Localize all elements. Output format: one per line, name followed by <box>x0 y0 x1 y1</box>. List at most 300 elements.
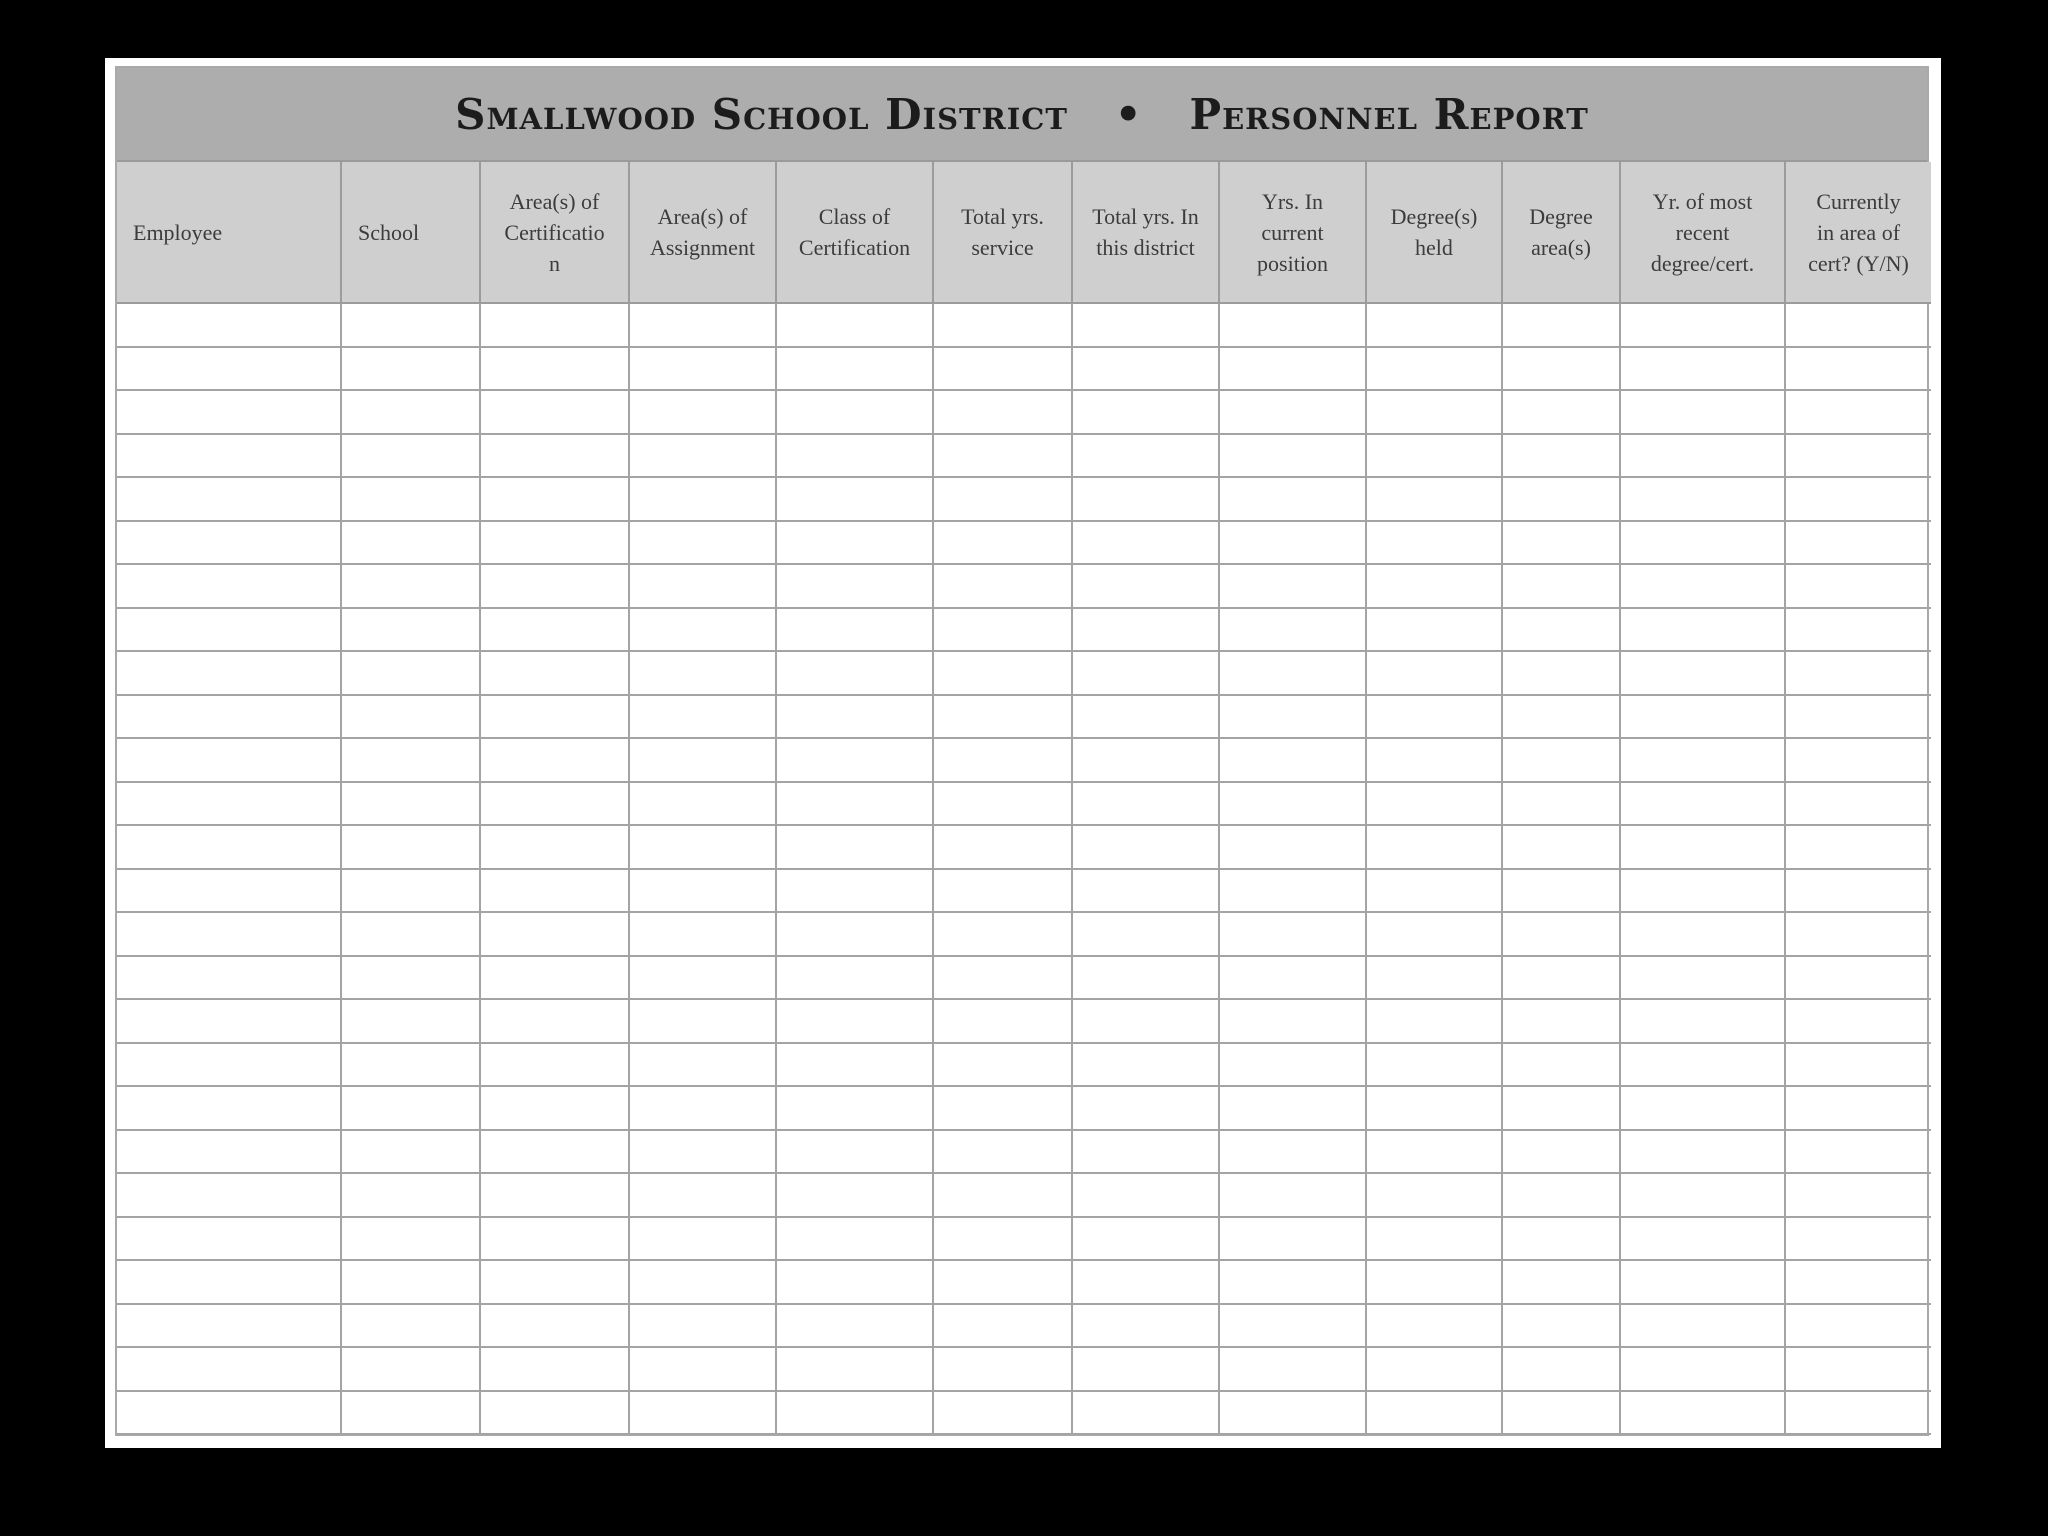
table-cell[interactable] <box>629 1391 776 1435</box>
table-cell[interactable] <box>1219 1347 1366 1391</box>
table-cell[interactable] <box>629 1217 776 1261</box>
table-cell[interactable] <box>1785 825 1931 869</box>
table-cell[interactable] <box>1072 738 1219 782</box>
table-cell[interactable] <box>933 1043 1072 1087</box>
table-cell[interactable] <box>1219 869 1366 913</box>
table-cell[interactable] <box>1366 1391 1502 1435</box>
table-cell[interactable] <box>1366 564 1502 608</box>
table-cell[interactable] <box>1785 521 1931 565</box>
table-cell[interactable] <box>1366 434 1502 478</box>
table-cell[interactable] <box>1502 869 1620 913</box>
table-cell[interactable] <box>1785 1391 1931 1435</box>
table-cell[interactable] <box>480 1086 629 1130</box>
table-cell[interactable] <box>1620 1304 1785 1348</box>
table-cell[interactable] <box>480 1130 629 1174</box>
table-cell[interactable] <box>1502 738 1620 782</box>
table-cell[interactable] <box>1785 912 1931 956</box>
table-cell[interactable] <box>117 825 341 869</box>
table-cell[interactable] <box>629 1304 776 1348</box>
table-cell[interactable] <box>1366 1086 1502 1130</box>
table-cell[interactable] <box>1219 564 1366 608</box>
table-cell[interactable] <box>776 1347 933 1391</box>
table-cell[interactable] <box>480 434 629 478</box>
table-cell[interactable] <box>933 738 1072 782</box>
table-cell[interactable] <box>776 477 933 521</box>
table-cell[interactable] <box>341 608 480 652</box>
table-cell[interactable] <box>1620 912 1785 956</box>
table-cell[interactable] <box>1072 521 1219 565</box>
table-cell[interactable] <box>1785 1347 1931 1391</box>
table-cell[interactable] <box>1785 1260 1931 1304</box>
table-cell[interactable] <box>1502 1173 1620 1217</box>
table-cell[interactable] <box>1219 390 1366 434</box>
table-cell[interactable] <box>117 1043 341 1087</box>
table-cell[interactable] <box>480 1043 629 1087</box>
table-cell[interactable] <box>1620 825 1785 869</box>
table-cell[interactable] <box>117 1086 341 1130</box>
table-cell[interactable] <box>1620 1347 1785 1391</box>
table-cell[interactable] <box>1785 303 1931 347</box>
table-cell[interactable] <box>1366 956 1502 1000</box>
table-cell[interactable] <box>1219 1391 1366 1435</box>
table-cell[interactable] <box>1072 1347 1219 1391</box>
table-cell[interactable] <box>1072 695 1219 739</box>
table-cell[interactable] <box>1620 303 1785 347</box>
table-cell[interactable] <box>480 1347 629 1391</box>
table-cell[interactable] <box>1072 912 1219 956</box>
table-cell[interactable] <box>1620 956 1785 1000</box>
table-cell[interactable] <box>1366 521 1502 565</box>
table-cell[interactable] <box>480 825 629 869</box>
table-cell[interactable] <box>933 782 1072 826</box>
table-cell[interactable] <box>1785 869 1931 913</box>
table-cell[interactable] <box>341 521 480 565</box>
table-cell[interactable] <box>1620 521 1785 565</box>
table-cell[interactable] <box>933 564 1072 608</box>
table-cell[interactable] <box>1219 477 1366 521</box>
table-cell[interactable] <box>776 869 933 913</box>
table-cell[interactable] <box>480 999 629 1043</box>
table-cell[interactable] <box>341 1260 480 1304</box>
table-cell[interactable] <box>1620 608 1785 652</box>
table-cell[interactable] <box>1366 303 1502 347</box>
table-cell[interactable] <box>117 390 341 434</box>
table-cell[interactable] <box>1785 608 1931 652</box>
table-cell[interactable] <box>776 608 933 652</box>
table-cell[interactable] <box>341 999 480 1043</box>
table-cell[interactable] <box>117 1217 341 1261</box>
table-cell[interactable] <box>341 1217 480 1261</box>
table-cell[interactable] <box>1785 564 1931 608</box>
table-cell[interactable] <box>776 303 933 347</box>
table-cell[interactable] <box>117 1304 341 1348</box>
table-cell[interactable] <box>1785 956 1931 1000</box>
table-cell[interactable] <box>480 651 629 695</box>
table-cell[interactable] <box>480 521 629 565</box>
table-cell[interactable] <box>480 303 629 347</box>
table-cell[interactable] <box>933 912 1072 956</box>
table-cell[interactable] <box>1219 1304 1366 1348</box>
table-cell[interactable] <box>629 651 776 695</box>
table-cell[interactable] <box>776 738 933 782</box>
table-cell[interactable] <box>1072 1086 1219 1130</box>
table-cell[interactable] <box>933 1347 1072 1391</box>
table-cell[interactable] <box>933 1086 1072 1130</box>
table-cell[interactable] <box>1072 999 1219 1043</box>
table-cell[interactable] <box>776 347 933 391</box>
table-cell[interactable] <box>341 1347 480 1391</box>
table-cell[interactable] <box>776 1043 933 1087</box>
table-cell[interactable] <box>776 1173 933 1217</box>
table-cell[interactable] <box>776 1304 933 1348</box>
table-cell[interactable] <box>1219 347 1366 391</box>
table-cell[interactable] <box>1502 1217 1620 1261</box>
table-cell[interactable] <box>480 956 629 1000</box>
table-cell[interactable] <box>933 477 1072 521</box>
table-cell[interactable] <box>1785 782 1931 826</box>
table-cell[interactable] <box>117 1260 341 1304</box>
table-cell[interactable] <box>117 782 341 826</box>
table-cell[interactable] <box>341 303 480 347</box>
table-cell[interactable] <box>341 1086 480 1130</box>
table-cell[interactable] <box>629 999 776 1043</box>
table-cell[interactable] <box>1366 738 1502 782</box>
table-cell[interactable] <box>1072 651 1219 695</box>
table-cell[interactable] <box>117 564 341 608</box>
table-cell[interactable] <box>1502 912 1620 956</box>
table-cell[interactable] <box>933 390 1072 434</box>
table-cell[interactable] <box>629 956 776 1000</box>
table-cell[interactable] <box>1366 1304 1502 1348</box>
table-cell[interactable] <box>1072 1217 1219 1261</box>
table-cell[interactable] <box>1366 1043 1502 1087</box>
table-cell[interactable] <box>341 390 480 434</box>
table-cell[interactable] <box>1219 303 1366 347</box>
table-cell[interactable] <box>1072 956 1219 1000</box>
table-cell[interactable] <box>1502 825 1620 869</box>
table-cell[interactable] <box>1219 1173 1366 1217</box>
table-cell[interactable] <box>1219 1086 1366 1130</box>
table-cell[interactable] <box>933 347 1072 391</box>
table-cell[interactable] <box>1620 782 1785 826</box>
table-cell[interactable] <box>341 651 480 695</box>
table-cell[interactable] <box>341 1130 480 1174</box>
table-cell[interactable] <box>1072 1173 1219 1217</box>
table-cell[interactable] <box>1785 1217 1931 1261</box>
table-cell[interactable] <box>1502 1304 1620 1348</box>
table-cell[interactable] <box>341 347 480 391</box>
table-cell[interactable] <box>629 738 776 782</box>
table-cell[interactable] <box>629 825 776 869</box>
table-cell[interactable] <box>776 1260 933 1304</box>
table-cell[interactable] <box>117 521 341 565</box>
table-cell[interactable] <box>629 477 776 521</box>
table-cell[interactable] <box>629 1260 776 1304</box>
table-cell[interactable] <box>776 912 933 956</box>
table-cell[interactable] <box>1620 564 1785 608</box>
table-cell[interactable] <box>117 1391 341 1435</box>
table-cell[interactable] <box>933 1173 1072 1217</box>
table-cell[interactable] <box>1366 912 1502 956</box>
table-cell[interactable] <box>1785 1304 1931 1348</box>
table-cell[interactable] <box>1502 303 1620 347</box>
table-cell[interactable] <box>629 1347 776 1391</box>
table-cell[interactable] <box>1072 1391 1219 1435</box>
table-cell[interactable] <box>1785 347 1931 391</box>
table-cell[interactable] <box>1366 1130 1502 1174</box>
table-cell[interactable] <box>117 1347 341 1391</box>
table-cell[interactable] <box>480 477 629 521</box>
table-cell[interactable] <box>776 1217 933 1261</box>
table-cell[interactable] <box>629 608 776 652</box>
table-cell[interactable] <box>1785 1086 1931 1130</box>
table-cell[interactable] <box>480 695 629 739</box>
table-cell[interactable] <box>1785 738 1931 782</box>
table-cell[interactable] <box>1219 1217 1366 1261</box>
table-cell[interactable] <box>1072 347 1219 391</box>
table-cell[interactable] <box>1072 564 1219 608</box>
table-cell[interactable] <box>1072 782 1219 826</box>
table-cell[interactable] <box>933 869 1072 913</box>
table-cell[interactable] <box>629 1130 776 1174</box>
table-cell[interactable] <box>480 608 629 652</box>
table-cell[interactable] <box>1366 1217 1502 1261</box>
table-cell[interactable] <box>629 434 776 478</box>
table-cell[interactable] <box>933 825 1072 869</box>
table-cell[interactable] <box>776 521 933 565</box>
table-cell[interactable] <box>1072 390 1219 434</box>
table-cell[interactable] <box>933 1130 1072 1174</box>
table-cell[interactable] <box>1072 1130 1219 1174</box>
table-cell[interactable] <box>629 695 776 739</box>
table-cell[interactable] <box>480 782 629 826</box>
table-cell[interactable] <box>1502 1391 1620 1435</box>
table-cell[interactable] <box>1620 1217 1785 1261</box>
table-cell[interactable] <box>1366 999 1502 1043</box>
table-cell[interactable] <box>341 434 480 478</box>
table-cell[interactable] <box>1620 390 1785 434</box>
table-cell[interactable] <box>1072 608 1219 652</box>
table-cell[interactable] <box>1219 1260 1366 1304</box>
table-cell[interactable] <box>1502 608 1620 652</box>
table-cell[interactable] <box>933 651 1072 695</box>
table-cell[interactable] <box>1785 651 1931 695</box>
table-cell[interactable] <box>629 303 776 347</box>
table-cell[interactable] <box>933 1304 1072 1348</box>
table-cell[interactable] <box>341 695 480 739</box>
table-cell[interactable] <box>776 434 933 478</box>
table-cell[interactable] <box>776 390 933 434</box>
table-cell[interactable] <box>1620 1086 1785 1130</box>
table-cell[interactable] <box>1620 1173 1785 1217</box>
table-cell[interactable] <box>1502 999 1620 1043</box>
table-cell[interactable] <box>1072 1260 1219 1304</box>
table-cell[interactable] <box>117 651 341 695</box>
table-cell[interactable] <box>1219 956 1366 1000</box>
table-cell[interactable] <box>933 999 1072 1043</box>
table-cell[interactable] <box>480 564 629 608</box>
table-cell[interactable] <box>1502 564 1620 608</box>
table-cell[interactable] <box>1785 477 1931 521</box>
table-cell[interactable] <box>1620 999 1785 1043</box>
table-cell[interactable] <box>629 1173 776 1217</box>
table-cell[interactable] <box>1366 608 1502 652</box>
table-cell[interactable] <box>1366 695 1502 739</box>
table-cell[interactable] <box>1502 1347 1620 1391</box>
table-cell[interactable] <box>1502 1260 1620 1304</box>
table-cell[interactable] <box>1219 1130 1366 1174</box>
table-cell[interactable] <box>117 608 341 652</box>
table-cell[interactable] <box>341 782 480 826</box>
table-cell[interactable] <box>1785 1130 1931 1174</box>
table-cell[interactable] <box>1072 303 1219 347</box>
table-cell[interactable] <box>480 1217 629 1261</box>
table-cell[interactable] <box>1219 912 1366 956</box>
table-cell[interactable] <box>341 1391 480 1435</box>
table-cell[interactable] <box>1502 390 1620 434</box>
table-cell[interactable] <box>1219 434 1366 478</box>
table-cell[interactable] <box>341 564 480 608</box>
table-cell[interactable] <box>1219 608 1366 652</box>
table-cell[interactable] <box>629 390 776 434</box>
table-cell[interactable] <box>341 1304 480 1348</box>
table-cell[interactable] <box>1366 825 1502 869</box>
table-cell[interactable] <box>933 434 1072 478</box>
table-cell[interactable] <box>776 695 933 739</box>
table-cell[interactable] <box>480 738 629 782</box>
table-cell[interactable] <box>1620 695 1785 739</box>
table-cell[interactable] <box>1502 782 1620 826</box>
table-cell[interactable] <box>1366 651 1502 695</box>
table-cell[interactable] <box>117 869 341 913</box>
table-cell[interactable] <box>480 1304 629 1348</box>
table-cell[interactable] <box>1502 1086 1620 1130</box>
table-cell[interactable] <box>1502 434 1620 478</box>
table-cell[interactable] <box>1219 825 1366 869</box>
table-cell[interactable] <box>480 869 629 913</box>
table-cell[interactable] <box>1620 477 1785 521</box>
table-cell[interactable] <box>776 782 933 826</box>
table-cell[interactable] <box>1366 390 1502 434</box>
table-cell[interactable] <box>1219 521 1366 565</box>
table-cell[interactable] <box>1620 434 1785 478</box>
table-cell[interactable] <box>480 1260 629 1304</box>
table-cell[interactable] <box>933 956 1072 1000</box>
table-cell[interactable] <box>776 999 933 1043</box>
table-cell[interactable] <box>1502 1130 1620 1174</box>
table-cell[interactable] <box>933 695 1072 739</box>
table-cell[interactable] <box>629 1086 776 1130</box>
table-cell[interactable] <box>1219 782 1366 826</box>
table-cell[interactable] <box>1785 390 1931 434</box>
table-cell[interactable] <box>1785 695 1931 739</box>
table-cell[interactable] <box>1620 1043 1785 1087</box>
table-cell[interactable] <box>1219 999 1366 1043</box>
table-cell[interactable] <box>1785 434 1931 478</box>
table-cell[interactable] <box>1366 782 1502 826</box>
table-cell[interactable] <box>1502 477 1620 521</box>
table-cell[interactable] <box>1620 347 1785 391</box>
table-cell[interactable] <box>117 477 341 521</box>
table-cell[interactable] <box>1072 825 1219 869</box>
table-cell[interactable] <box>117 695 341 739</box>
table-cell[interactable] <box>1620 1391 1785 1435</box>
table-cell[interactable] <box>933 1260 1072 1304</box>
table-cell[interactable] <box>117 738 341 782</box>
table-cell[interactable] <box>1219 651 1366 695</box>
table-cell[interactable] <box>776 1391 933 1435</box>
table-cell[interactable] <box>1219 738 1366 782</box>
table-cell[interactable] <box>1366 1173 1502 1217</box>
table-cell[interactable] <box>776 825 933 869</box>
table-cell[interactable] <box>341 825 480 869</box>
table-cell[interactable] <box>341 912 480 956</box>
table-cell[interactable] <box>1366 1347 1502 1391</box>
table-cell[interactable] <box>1620 651 1785 695</box>
table-cell[interactable] <box>480 912 629 956</box>
table-cell[interactable] <box>629 1043 776 1087</box>
table-cell[interactable] <box>629 912 776 956</box>
table-cell[interactable] <box>341 1173 480 1217</box>
table-cell[interactable] <box>1502 695 1620 739</box>
table-cell[interactable] <box>1785 999 1931 1043</box>
table-cell[interactable] <box>1072 434 1219 478</box>
table-cell[interactable] <box>1072 869 1219 913</box>
table-cell[interactable] <box>776 956 933 1000</box>
table-cell[interactable] <box>933 1217 1072 1261</box>
table-cell[interactable] <box>933 608 1072 652</box>
table-cell[interactable] <box>629 782 776 826</box>
table-cell[interactable] <box>1785 1043 1931 1087</box>
table-cell[interactable] <box>1219 1043 1366 1087</box>
table-cell[interactable] <box>1072 1304 1219 1348</box>
table-cell[interactable] <box>1072 477 1219 521</box>
table-cell[interactable] <box>933 521 1072 565</box>
table-cell[interactable] <box>341 956 480 1000</box>
table-cell[interactable] <box>480 347 629 391</box>
table-cell[interactable] <box>341 477 480 521</box>
table-cell[interactable] <box>1366 347 1502 391</box>
table-cell[interactable] <box>776 564 933 608</box>
table-cell[interactable] <box>1219 695 1366 739</box>
table-cell[interactable] <box>776 1086 933 1130</box>
table-cell[interactable] <box>629 564 776 608</box>
table-cell[interactable] <box>341 869 480 913</box>
table-cell[interactable] <box>776 651 933 695</box>
table-cell[interactable] <box>629 521 776 565</box>
table-cell[interactable] <box>1620 1130 1785 1174</box>
table-cell[interactable] <box>341 738 480 782</box>
table-cell[interactable] <box>117 912 341 956</box>
table-cell[interactable] <box>117 1173 341 1217</box>
table-cell[interactable] <box>1502 1043 1620 1087</box>
table-cell[interactable] <box>1620 738 1785 782</box>
table-cell[interactable] <box>117 1130 341 1174</box>
table-cell[interactable] <box>117 347 341 391</box>
table-cell[interactable] <box>480 1391 629 1435</box>
table-cell[interactable] <box>1072 1043 1219 1087</box>
table-cell[interactable] <box>117 956 341 1000</box>
table-cell[interactable] <box>1366 1260 1502 1304</box>
table-cell[interactable] <box>933 1391 1072 1435</box>
table-cell[interactable] <box>1366 869 1502 913</box>
table-cell[interactable] <box>480 1173 629 1217</box>
table-cell[interactable] <box>629 347 776 391</box>
table-cell[interactable] <box>117 999 341 1043</box>
table-cell[interactable] <box>1620 1260 1785 1304</box>
table-cell[interactable] <box>1502 521 1620 565</box>
table-cell[interactable] <box>1502 956 1620 1000</box>
